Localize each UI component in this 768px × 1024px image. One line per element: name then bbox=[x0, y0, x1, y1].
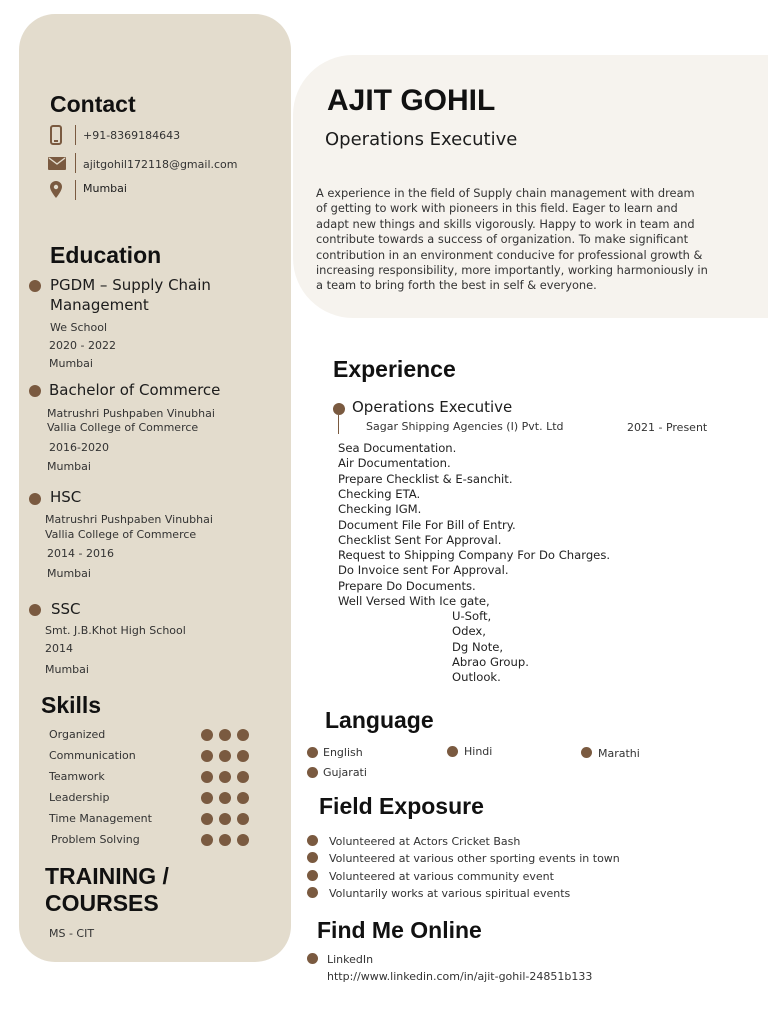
skill-name: Time Management bbox=[49, 812, 152, 825]
language-item: Marathi bbox=[598, 747, 640, 760]
duty-item: Prepare Do Documents. bbox=[338, 578, 476, 593]
education-years: 2014 bbox=[45, 642, 73, 655]
field-exposure-item: Volunteered at Actors Cricket Bash bbox=[329, 835, 521, 848]
training-item: MS - CIT bbox=[49, 927, 95, 940]
skill-name: Problem Solving bbox=[51, 833, 140, 846]
online-heading: Find Me Online bbox=[317, 917, 482, 943]
education-city: Mumbai bbox=[45, 663, 89, 676]
education-school: Vallia College of Commerce bbox=[47, 421, 199, 434]
contact-location: Mumbai bbox=[83, 182, 127, 195]
contact-divider bbox=[75, 180, 76, 200]
summary-line: contribution in an environment conducive for professional growth & bbox=[316, 247, 703, 262]
skill-rating-dot bbox=[219, 771, 231, 783]
bullet-icon bbox=[307, 835, 318, 846]
education-years: 2014 - 2016 bbox=[47, 547, 114, 560]
bullet-icon bbox=[307, 747, 318, 758]
field-exposure-item: Volunteered at various community event bbox=[329, 869, 554, 883]
training-heading: COURSES bbox=[45, 890, 159, 916]
education-heading: Education bbox=[50, 242, 162, 268]
education-school: We School bbox=[50, 321, 108, 334]
summary-line: adapt new things and skills vigorously. Happy to work in team and bbox=[316, 216, 695, 231]
tool-item: U-Soft, bbox=[452, 609, 492, 623]
education-years: 2020 - 2022 bbox=[49, 339, 116, 352]
field-exposure-item: Volunteered at various other sporting events in town bbox=[329, 852, 620, 866]
linkedin-link[interactable]: http://www.linkedin.com/in/ajit-gohil-24851b133 bbox=[327, 970, 593, 983]
skill-rating-dot bbox=[237, 729, 249, 741]
skill-rating-dot bbox=[237, 750, 249, 762]
education-school: Matrushri Pushpaben Vinubhai bbox=[47, 407, 215, 420]
skill-rating-dot bbox=[237, 834, 249, 846]
summary-line: of getting to work with pioneers in this field. Eager to learn and bbox=[316, 201, 678, 216]
bullet-icon bbox=[307, 852, 318, 863]
skill-name: Organized bbox=[49, 728, 106, 741]
field-exposure-item: Voluntarily works at various spiritual events bbox=[329, 887, 571, 901]
skill-rating-dot bbox=[237, 813, 249, 825]
bullet-icon bbox=[29, 280, 41, 292]
education-city: Mumbai bbox=[47, 460, 91, 473]
skill-rating-dot bbox=[219, 813, 231, 825]
contact-divider bbox=[75, 153, 76, 173]
bullet-icon bbox=[307, 870, 318, 881]
duty-item: Air Documentation. bbox=[338, 456, 451, 471]
skill-name: Communication bbox=[49, 749, 136, 762]
skill-rating-dot bbox=[201, 792, 213, 804]
education-years: 2016-2020 bbox=[49, 441, 109, 454]
education-degree: Bachelor of Commerce bbox=[49, 381, 221, 399]
education-degree: SSC bbox=[51, 600, 81, 618]
training-heading: TRAINING / bbox=[45, 863, 169, 889]
bullet-icon bbox=[29, 604, 41, 616]
summary-line: A experience in the field of Supply chain management with dream bbox=[316, 186, 695, 200]
bullet-icon bbox=[307, 953, 318, 964]
summary-line: contribute towards a success of organization. To make significant bbox=[316, 232, 689, 247]
skill-name: Teamwork bbox=[49, 770, 105, 783]
education-school: Smt. J.B.Khot High School bbox=[45, 624, 186, 637]
bullet-icon bbox=[447, 746, 458, 757]
duty-item: Prepare Checklist & E-sanchit. bbox=[338, 471, 513, 486]
duty-item: Sea Documentation. bbox=[338, 441, 457, 455]
skill-rating-dot bbox=[219, 729, 231, 741]
bullet-icon bbox=[307, 767, 318, 778]
candidate-title: Operations Executive bbox=[325, 129, 518, 150]
skill-rating-dot bbox=[219, 750, 231, 762]
bullet-icon bbox=[29, 385, 41, 397]
skill-rating-dot bbox=[201, 750, 213, 762]
tool-item: Abrao Group. bbox=[452, 654, 529, 669]
contact-divider bbox=[75, 125, 76, 145]
bullet-icon bbox=[29, 493, 41, 505]
duty-item: Checking ETA. bbox=[338, 486, 421, 501]
bullet-icon bbox=[333, 403, 345, 415]
candidate-name: AJIT GOHIL bbox=[327, 84, 496, 117]
duty-item: Well Versed With Ice gate, bbox=[338, 594, 490, 608]
skill-rating-dot bbox=[201, 834, 213, 846]
experience-heading: Experience bbox=[333, 356, 456, 382]
skill-rating-dot bbox=[201, 729, 213, 741]
experience-period: 2021 - Present bbox=[627, 421, 708, 434]
education-degree: PGDM – Supply Chain bbox=[50, 276, 211, 294]
duty-item: Do Invoice sent For Approval. bbox=[338, 563, 509, 578]
duty-item: Request to Shipping Company For Do Charges. bbox=[338, 548, 611, 563]
duty-item: Document File For Bill of Entry. bbox=[338, 517, 516, 532]
field-exposure-heading: Field Exposure bbox=[319, 793, 484, 819]
experience-role: Operations Executive bbox=[352, 398, 513, 416]
phone-icon bbox=[49, 125, 63, 145]
summary-line: increasing responsibility, more importantly, working harmoniously in bbox=[316, 263, 708, 278]
duty-item: Checklist Sent For Approval. bbox=[338, 532, 502, 547]
timeline-line bbox=[338, 415, 339, 434]
skill-rating-dot bbox=[201, 813, 213, 825]
experience-company: Sagar Shipping Agencies (I) Pvt. Ltd bbox=[366, 420, 564, 433]
education-school: Vallia College of Commerce bbox=[45, 528, 197, 541]
language-heading: Language bbox=[325, 707, 434, 733]
contact-phone: +91-8369184643 bbox=[83, 129, 181, 142]
profile-summary bbox=[316, 186, 756, 294]
linkedin-label: LinkedIn bbox=[327, 953, 374, 966]
language-item: Hindi bbox=[464, 745, 493, 758]
language-item: English bbox=[323, 746, 363, 759]
skill-rating-dot bbox=[219, 834, 231, 846]
skill-name: Leadership bbox=[49, 791, 110, 804]
tool-item: Dg Note, bbox=[452, 639, 504, 654]
skills-heading: Skills bbox=[41, 692, 102, 718]
tool-item: Outlook. bbox=[452, 670, 501, 685]
summary-line: a team to bring forth the best in self & everyone. bbox=[316, 278, 597, 293]
language-item: Gujarati bbox=[323, 766, 367, 779]
skill-rating-dot bbox=[201, 771, 213, 783]
email-icon bbox=[48, 157, 66, 170]
education-degree: HSC bbox=[50, 488, 82, 506]
skill-rating-dot bbox=[237, 771, 249, 783]
education-degree: Management bbox=[50, 296, 149, 314]
bullet-icon bbox=[307, 887, 318, 898]
education-city: Mumbai bbox=[49, 357, 93, 370]
skill-rating-dot bbox=[219, 792, 231, 804]
skill-rating-dot bbox=[237, 792, 249, 804]
tool-item: Odex, bbox=[452, 624, 486, 639]
contact-email[interactable]: ajitgohil172118@gmail.com bbox=[83, 158, 238, 171]
duty-item: Checking IGM. bbox=[338, 502, 422, 517]
education-school: Matrushri Pushpaben Vinubhai bbox=[45, 513, 213, 526]
contact-heading: Contact bbox=[50, 91, 136, 117]
location-pin-icon bbox=[50, 181, 62, 198]
bullet-icon bbox=[581, 747, 592, 758]
education-city: Mumbai bbox=[47, 567, 91, 580]
